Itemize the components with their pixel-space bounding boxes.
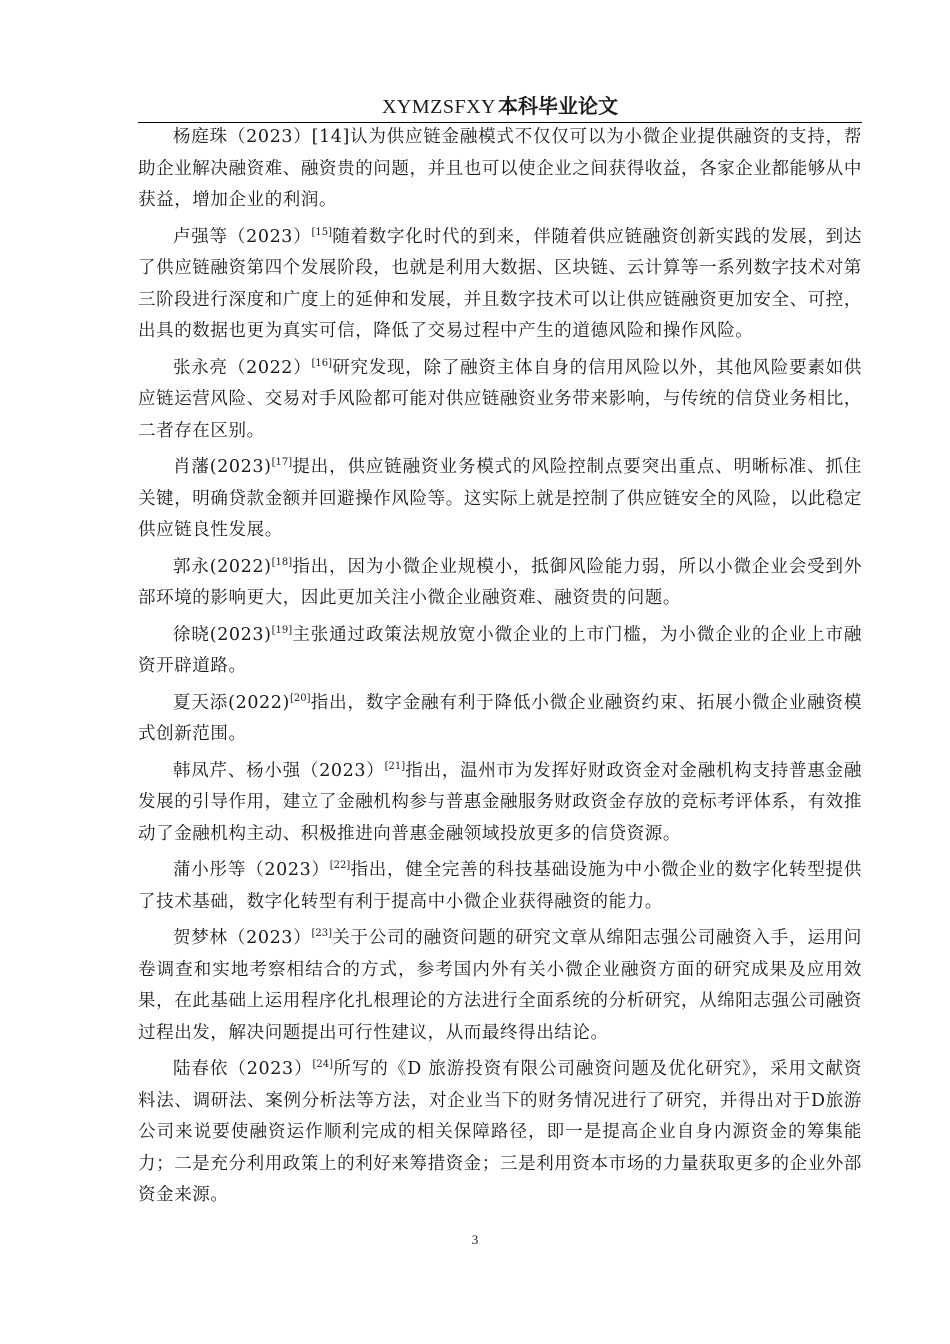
citation-ref: [24]: [312, 1059, 334, 1070]
citation-ref: [23]: [311, 928, 333, 939]
citation-author: 韩凤芹、杨小强（2023）: [173, 760, 385, 781]
paragraph: [138, 552, 862, 615]
paragraph-text: 指出，健全完善的科技基础设施为中小微企业的数字化转型提供了技术基础，数字化转型有利于提高中小微企业获得融资的能力。: [138, 860, 862, 912]
citation-author: 夏天添(2022): [173, 692, 290, 713]
paragraph-text: 认为供应链金融模式不仅仅可以为小微企业提供融资的支持，帮助企业解决融资难、融资贵的问题，并且也可以使企业之间获得收益，各家企业都能够从中获益，增加企业的利润。: [138, 127, 862, 210]
paragraph-text: 研究发现，除了融资主体自身的信用风险以外，其他风险要素如供应链运营风险、交易对手风险都可能对供应链融资业务带来影响，与传统的信贷业务相比，二者存在区别。: [138, 357, 863, 441]
citation-author: 贺梦林（2023）: [173, 928, 312, 948]
paragraph: [138, 620, 862, 683]
paragraph-text: 关于公司的融资问题的研究文章从绵阳志强公司融资入手，运用问卷调查和实地考察相结合的方式，参考国内外有关小微企业融资方面的研究成果及应用效果，在此基础上运用程序化扎根理论的方法进行全面系统的分析研究，从绵阳志强公司融资过程出发，解决问题提出可行性建议，从而最终得出结论。: [138, 928, 863, 1043]
citation-ref: [20]: [289, 692, 311, 704]
citation-ref: [21]: [384, 760, 406, 772]
paragraph: [138, 122, 862, 217]
paragraph: [138, 855, 862, 918]
paragraph-text: 指出，因为小微企业规模小，抵御风险能力弱，所以小微企业会受到外部环境的影响更大，因此更加关注小微企业融资难、融资贵的问题。: [138, 556, 862, 608]
paragraph-text: 指出，数字金融有利于降低小微企业融资约束、拓展小微企业融资模式创新范围。: [138, 692, 863, 744]
paragraph: [138, 222, 862, 348]
citation-ref: [17]: [271, 457, 293, 468]
citation-ref: [18]: [271, 556, 293, 568]
citation-author: 蒲小彤等（2023）: [173, 860, 330, 880]
paragraph: [138, 923, 862, 1049]
citation-ref: [19]: [271, 624, 293, 636]
paragraph: [138, 688, 862, 751]
citation-author: 张永亮（2022）: [173, 357, 312, 378]
citation-author: 陆春依（2023）: [173, 1059, 313, 1079]
page-header: [138, 92, 862, 123]
header-cjk-text: 本科毕业论文: [498, 94, 619, 118]
paragraph: [138, 756, 862, 851]
paragraph-text: 提出，供应链融资业务模式的风险控制点要突出重点、明晰标准、抓住关键，明确贷款金额并回避操作风险等。这实际上就是控制了供应链安全的风险，以此稳定供应链良性发展。: [138, 457, 862, 540]
paragraph: [138, 452, 862, 547]
paragraph-text: 随着数字化时代的到来，伴随着供应链融资创新实践的发展，到达了供应链融资第四个发展阶段，也就是利用大数据、区块链、云计算等一系列数字技术对第三阶段进行深度和广度上的延伸和发展，并且数字技术可以让供应链融资更加安全、可控，出具的数据也更为真实可信，降低了交易过程中产生的道德风险和操作风险。: [138, 226, 863, 341]
citation-author: 卢强等（2023）: [173, 226, 312, 247]
header-latin-text: XYMZSFXY: [381, 96, 497, 118]
paragraph-text: 主张通过政策法规放宽小微企业的上市门槛，为小微企业的企业上市融资开辟道路。: [138, 624, 862, 676]
citation-author: 杨庭珠（2023）[14]: [173, 127, 350, 147]
paragraph: [138, 1054, 862, 1212]
citation-ref: [15]: [311, 226, 333, 238]
body-content: [138, 122, 862, 1217]
paragraph-text: 所写的《D 旅游投资有限公司融资问题及优化研究》，采用文献资料法、调研法、案例分析法等方法，对企业当下的财务情况进行了研究，并得出对于D旅游公司来说要使融资运作顺利完成的相关保障路径，即一是提高企业自身内源资金的筹集能力；二是充分利用政策上的利好来筹措资金；三是利用资本市场的力量获取更多的企业外部资金来源。: [138, 1059, 863, 1205]
paragraph: [138, 353, 862, 448]
paragraph-text: 指出，温州市为发挥好财政资金对金融机构支持普惠金融发展的引导作用，建立了金融机构参与普惠金融服务财政资金存放的竞标考评体系，有效推动了金融机构主动、积极推进向普惠金融领域投放更多的信贷资源。: [138, 760, 862, 844]
citation-ref: [16]: [311, 357, 333, 369]
citation-author: 郭永(2022): [173, 556, 272, 577]
citation-author: 徐晓(2023): [173, 624, 272, 645]
citation-author: 肖藩(2023): [173, 457, 272, 477]
page-number: 3: [471, 1232, 479, 1247]
citation-ref: [22]: [329, 860, 351, 871]
